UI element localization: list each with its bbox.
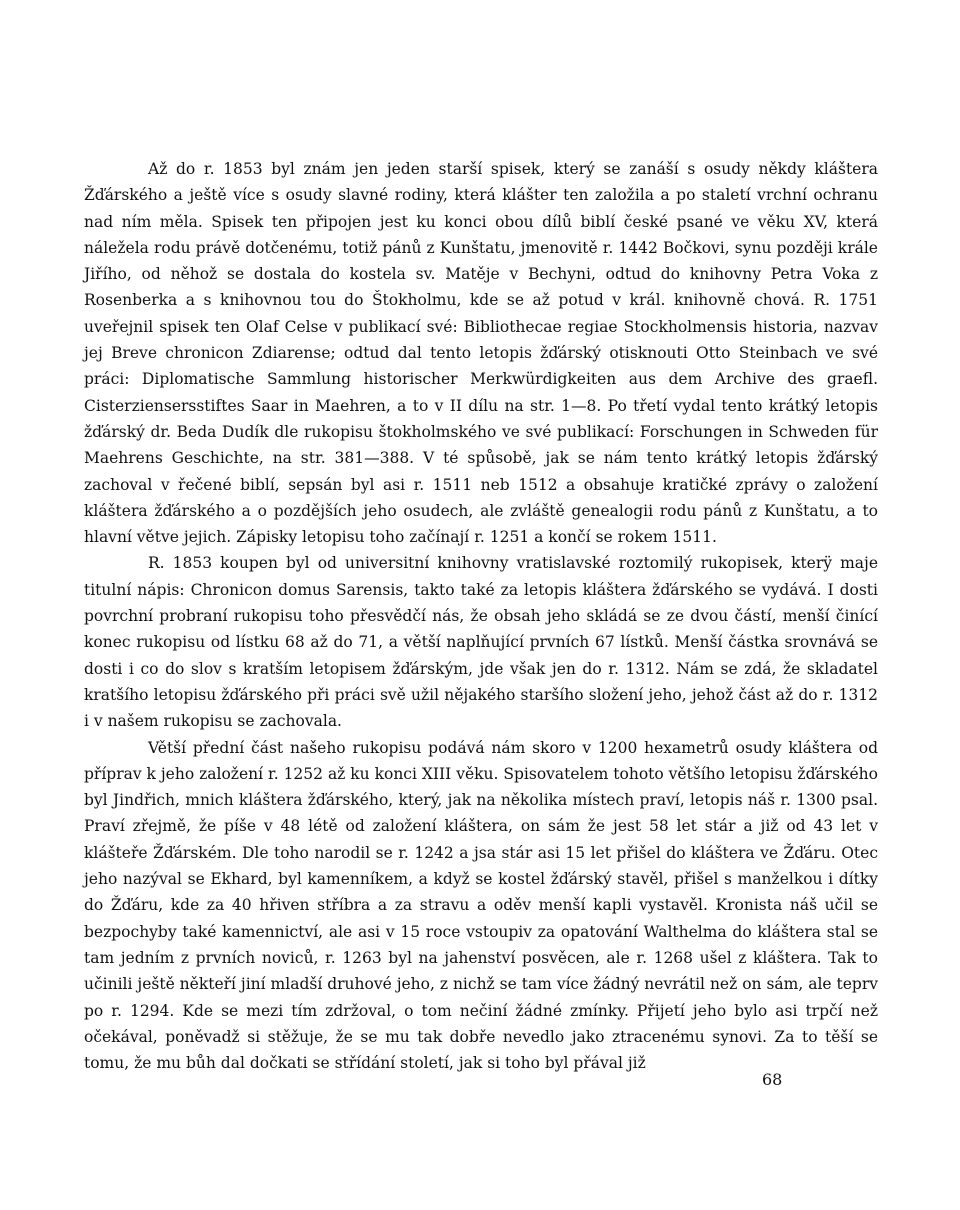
paragraph-3: Větší přední část našeho rukopisu podává nám skoro v 1200 hexametrů osudy kláštera od příprav k jeho založení r. 1252 až ku konci XIII věku. Spisovatelem tohoto většího letopisu žďárského byl Jindřich, mnich kláštera žďárského, který, jak na několika místech praví, letopis náš r. 1300 psal. Praví zřejmě, že píše v 48 létě od založení kláštera, on sám že jest 58 let stár a již od 43 let v klášteře Žďárském. Dle toho narodil se r. 1242 a jsa stár asi 15 let přišel do kláštera ve Žďáru. Otec jeho nazýval se Ekhard, byl kamenníkem, a když se kostel žďárský stavěl, přišel s manželkou i dítky do Žďáru, kde za 40 hřiven stříbra a za stravu a oděv menší kapli vystavěl. Kronista náš učil se bezpochyby také kamennictví, ale asi v 15 roce vstoupiv za opatování Walthelma do kláštera stal se tam jedním z prvních noviců, r. 1263 byl na jahenství posvěcen, ale r. 1268 ušel z kláštera. Tak to učinili ještě někteří jiní mladší druhové jeho, z nichž se tam více žádný nevrátil než on sám, ale teprv po r. 1294. Kde se mezi tím zdržoval, o tom nečiní žádné zmínky. Přijetí jeho bylo asi trpčí než očekával, poněvadž si stěžuje, že se mu tak dobře nevedlo jako ztracenému synovi. Za to těší se tomu, že mu bůh dal dočkati se střídání století, jak si toho byl přával již — [84, 738, 878, 1073]
paragraph-1: Až do r. 1853 byl znám jen jeden starší spisek, který se zanáší s osudy někdy kláštera Žďárského a ještě více s osudy slavné rodiny, která klášter ten založila a po staletí vrchní ochranu nad ním měla. Spisek ten připojen jest ku konci obou dílů biblí české psané ve věku XV, která náležela rodu právě dotčenému, totiž pánů z Kunštatu, jmenovitě r. 1442 Bočkovi, synu později krále Jiřího, od něhož se dostala do kostela sv. Matěje v Bechyni, odtud do knihovny Petra Voka z Rosenberka a s knihovnou tou do Štokholmu, kde se až potud v král. knihovně chová. R. 1751 uveřejnil spisek ten Olaf Celse v publikací své: Bibliothecae regiae Stockholmensis historia, nazvav jej Breve chronicon Zdiarense; odtud dal tento letopis žďárský otisknouti Otto Steinbach ve své práci: Diplomatische Sammlung historischer Merkwürdigkeiten aus dem Archive des graefl. Cisterziensersstiftes Saar in Maehren, a to v II dílu na str. 1—8. Po třetí vydal tento krátký letopis žďárský dr. Beda Dudík dle rukopisu štokholmského ve své publikací: Forschungen in Schweden für Maehrens Geschichte, na str. 381—388. V té spůsobě, jak se nám tento krátký letopis žďárský zachoval v řečené biblí, sepsán byl asi r. 1511 neb 1512 a obsahuje kratičké zprávy o založení kláštera žďárského a o pozdějších jeho osudech, ale zvláště genealogii rodu pánů z Kunštatu, a to hlavní větve jejich. Zápisky letopisu toho začínají r. 1251 a končí se rokem 1511. — [84, 160, 878, 547]
paragraph-2: R. 1853 koupen byl od universitní knihovny vratislavské roztomilý rukopisek, kterÿ maje titulní nápis: Chronicon domus Sarensis, takto také za letopis kláštera žďárského se vydává. I dosti povrchní probraní rukopisu toho přesvědčí nás, že obsah jeho skládá se ze dvou částí, menší činící konec rukopisu od lístku 68 až do 71, a větší naplňující prvních 67 lístků. Menší částka srovnává se dosti i co do slov s kratším letopisem žďárským, jde však jen do r. 1312. Nám se zdá, že skladatel kratšího letopisu žďárského při práci svě užil nějakého staršího složení jeho, jehož část až do r. 1312 i v našem rukopisu se zachovala. — [84, 554, 878, 731]
page-number: 68 — [762, 1070, 783, 1089]
page-text-block — [84, 156, 878, 1076]
